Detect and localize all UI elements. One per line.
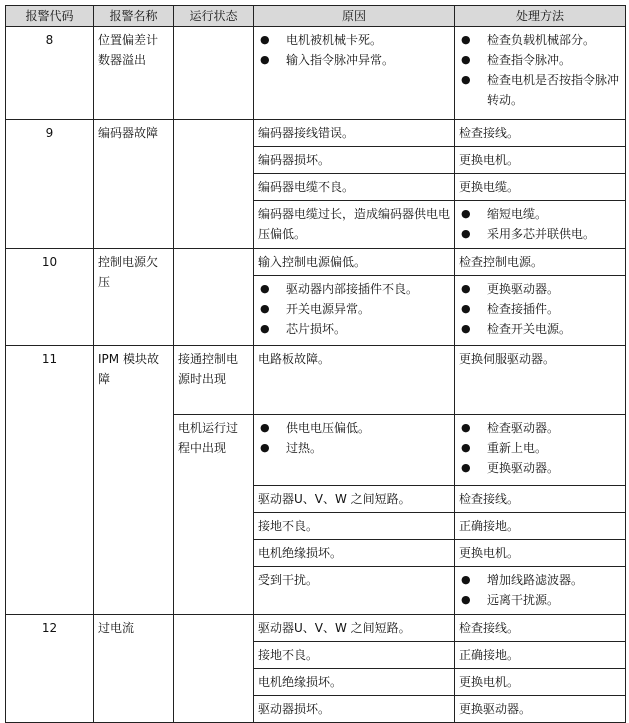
table-row: [6, 346, 626, 415]
remedy-cell: [455, 201, 626, 249]
alarm-name-cell: 控制电源欠压: [94, 249, 174, 346]
cause-cell: 输入控制电源偏低。: [254, 249, 455, 276]
bullet-item: ● 远离干扰源。: [459, 590, 621, 610]
remedy-cell: 检查接线。: [455, 486, 626, 513]
alarm-code-cell: 9: [6, 120, 94, 249]
cause-cell: [254, 276, 455, 346]
table-header-row: [6, 6, 626, 27]
header-cause: 原因: [254, 6, 455, 27]
bullet-item: ● 检查开关电源。: [459, 319, 621, 339]
bullet-item: ● 芯片损坏。: [258, 319, 450, 339]
remedy-cell: 更换驱动器。: [455, 696, 626, 723]
bullet-item: ● 更换驱动器。: [459, 458, 621, 478]
bullet-item: ● 采用多芯并联供电。: [459, 224, 621, 244]
table-row: [6, 27, 626, 120]
alarm-name-cell: 编码器故障: [94, 120, 174, 249]
alarm-code-cell: 12: [6, 615, 94, 723]
remedy-cell: [455, 567, 626, 615]
cause-cell: 电路板故障。: [254, 346, 455, 415]
remedy-cell: 更换伺服驱动器。: [455, 346, 626, 415]
bullet-item: ● 供电电压偏低。: [258, 418, 450, 438]
cause-cell: 编码器电缆不良。: [254, 174, 455, 201]
remedy-cell: 检查接线。: [455, 615, 626, 642]
bullet-item: ● 驱动器内部接插件不良。: [258, 279, 450, 299]
remedy-cell: 正确接地。: [455, 513, 626, 540]
remedy-cell: 检查接线。: [455, 120, 626, 147]
cause-cell: 电机绝缘损坏。: [254, 540, 455, 567]
header-remedy: 处理方法: [455, 6, 626, 27]
remedy-cell: [455, 27, 626, 120]
bullet-item: ● 电机被机械卡死。: [258, 30, 450, 50]
table-body: [6, 27, 626, 723]
run-state-cell: 接通控制电源时出现: [174, 346, 254, 415]
alarm-table: [5, 5, 626, 723]
remedy-cell-list: [459, 418, 621, 478]
cause-cell: 受到干扰。: [254, 567, 455, 615]
remedy-cell: [455, 415, 626, 486]
cause-cell: 驱动器U、V、W 之间短路。: [254, 615, 455, 642]
cause-cell: 接地不良。: [254, 513, 455, 540]
bullet-item: ● 更换驱动器。: [459, 279, 621, 299]
remedy-cell: 检查控制电源。: [455, 249, 626, 276]
bullet-item: ● 检查负载机械部分。: [459, 30, 621, 50]
run-state-cell: [174, 120, 254, 249]
remedy-cell: 正确接地。: [455, 642, 626, 669]
cause-cell-list: [258, 30, 450, 70]
alarm-name-cell: 过电流: [94, 615, 174, 723]
remedy-cell: [455, 276, 626, 346]
cause-cell: 编码器接线错误。: [254, 120, 455, 147]
run-state-cell: [174, 27, 254, 120]
cause-cell: 接地不良。: [254, 642, 455, 669]
header-alarm-name: 报警名称: [94, 6, 174, 27]
header-run-state: 运行状态: [174, 6, 254, 27]
alarm-name-cell: 位置偏差计数器溢出: [94, 27, 174, 120]
cause-cell: 电机绝缘损坏。: [254, 669, 455, 696]
remedy-cell: 更换电缆。: [455, 174, 626, 201]
remedy-cell: 更换电机。: [455, 540, 626, 567]
remedy-cell-list: [459, 279, 621, 339]
cause-cell-list: [258, 418, 450, 458]
table-row: [6, 120, 626, 147]
cause-cell: 驱动器损坏。: [254, 696, 455, 723]
bullet-item: ● 检查指令脉冲。: [459, 50, 621, 70]
remedy-cell-list: [459, 30, 621, 110]
bullet-item: ● 检查电机是否按指令脉冲转动。: [459, 70, 621, 110]
table-row: [6, 249, 626, 276]
run-state-cell: [174, 615, 254, 723]
bullet-item: ● 开关电源异常。: [258, 299, 450, 319]
remedy-cell: 更换电机。: [455, 147, 626, 174]
bullet-item: ● 缩短电缆。: [459, 204, 621, 224]
cause-cell-list: [258, 279, 450, 339]
bullet-item: ● 输入指令脉冲异常。: [258, 50, 450, 70]
alarm-code-cell: 10: [6, 249, 94, 346]
remedy-cell: 更换电机。: [455, 669, 626, 696]
cause-cell: 驱动器U、V、W 之间短路。: [254, 486, 455, 513]
table-row: [6, 615, 626, 642]
remedy-cell-list: [459, 570, 621, 610]
cause-cell: [254, 27, 455, 120]
bullet-item: ● 增加线路滤波器。: [459, 570, 621, 590]
run-state-cell: [174, 249, 254, 346]
bullet-item: ● 过热。: [258, 438, 450, 458]
alarm-name-cell: IPM 模块故障: [94, 346, 174, 615]
run-state-cell: 电机运行过程中出现: [174, 415, 254, 615]
alarm-code-cell: 11: [6, 346, 94, 615]
cause-cell: 编码器损坏。: [254, 147, 455, 174]
bullet-item: ● 重新上电。: [459, 438, 621, 458]
header-alarm-code: 报警代码: [6, 6, 94, 27]
remedy-cell-list: [459, 204, 621, 244]
cause-cell: [254, 415, 455, 486]
cause-cell: 编码器电缆过长，造成编码器供电电压偏低。: [254, 201, 455, 249]
bullet-item: ● 检查驱动器。: [459, 418, 621, 438]
alarm-code-cell: 8: [6, 27, 94, 120]
bullet-item: ● 检查接插件。: [459, 299, 621, 319]
